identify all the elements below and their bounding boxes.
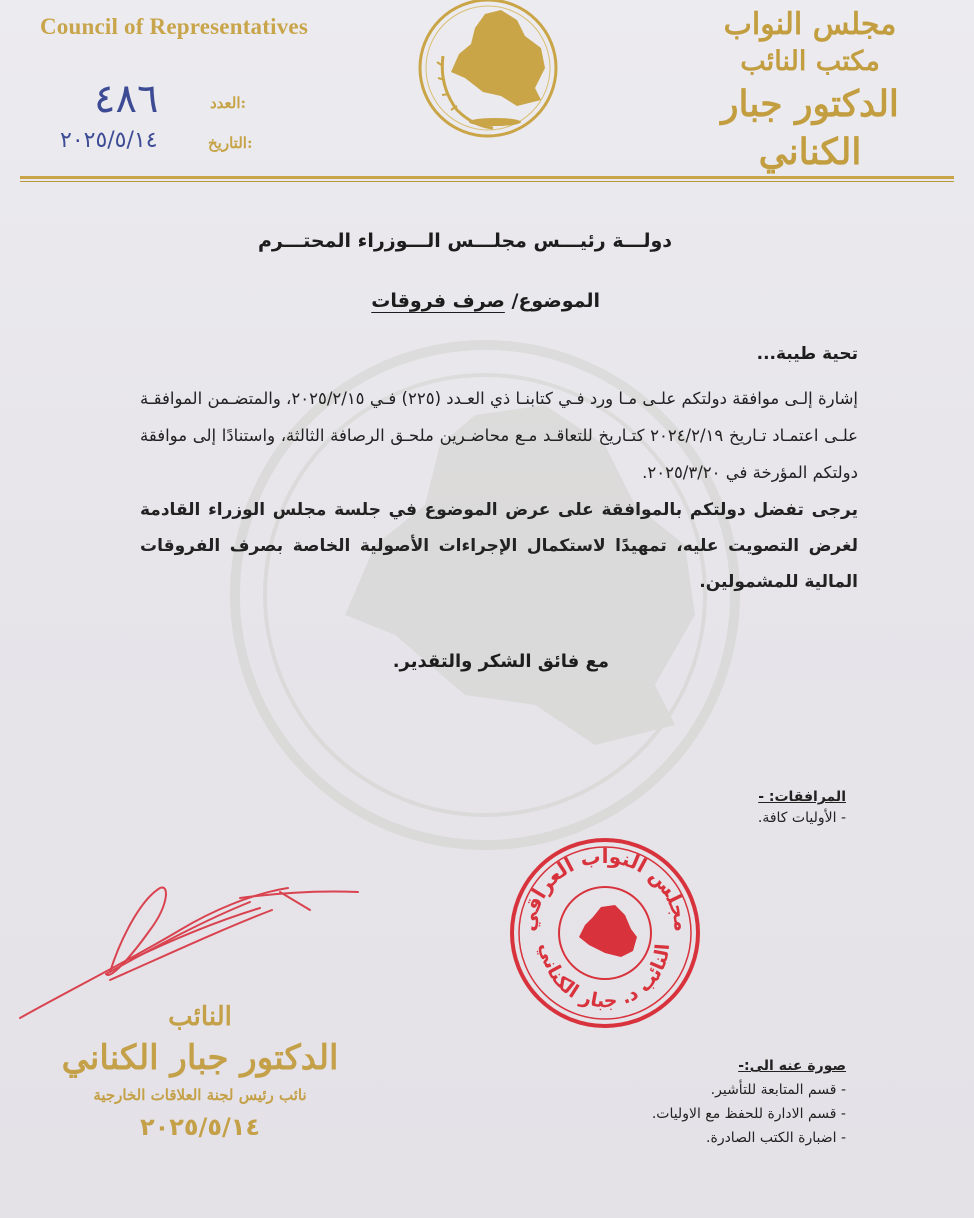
header-divider-thin — [20, 181, 954, 182]
subject-line — [330, 290, 600, 312]
copies-title: صورة عنه الى:- — [738, 1058, 846, 1074]
body-paragraph-1: إشارة إلـى موافقة دولتكم علـى مـا ورد فـي كتابنـا ذي العـدد (٢٢٥) فـي ٢٠٢٥/٢/١٥، والمتضـمن الموافقـة علـى اعتمـاد تـاريخ ٢٠٢٤/٢/١٩ كتـاريخ للتعاقـد مـع محاضـرين ملحـق الرصافة الثالثة، واستنادًا إلى موافقة دولتكم المؤرخة في ٢٠٢٥/٣/٢٠. — [140, 389, 859, 482]
stamp-top-text: مجلس النواب العراقي — [515, 843, 695, 933]
stamp-bottom-text: النائب د. جبار الكناني — [535, 941, 675, 1013]
reference-number: ٤٨٦ — [94, 76, 159, 122]
header-divider — [20, 176, 954, 179]
copies-item: - قسم المتابعة للتأشير. — [710, 1082, 846, 1098]
signer-title: النائب — [168, 1002, 232, 1032]
attachments-title: المرافقات: - — [758, 789, 846, 805]
subject-value: صرف فروقات — [371, 290, 505, 312]
reference-block — [60, 78, 290, 158]
header-arabic-line2: مكتب النائب — [740, 46, 880, 77]
closing-line: مع فائق الشكر والتقدير. — [392, 651, 609, 672]
copies-block — [652, 1054, 846, 1150]
body-paragraph-2: يرجى تفضل دولتكم بالموافقة على عرض الموضوع في جلسة مجلس الوزراء القادمة لغرض التصويت عليه، تمهيدًا لاستكمال الإجراءات الأصولية الخاصة بصرف الفروقات المالية للمشمولين. — [140, 500, 858, 592]
signer-block — [60, 1000, 340, 1146]
header-arabic-line3: الدكتور جبار الكناني — [721, 83, 899, 173]
reference-date: ٢٠٢٥/٥/١٤ — [60, 128, 158, 153]
header-arabic-block — [680, 6, 940, 176]
attachment-item: - الأوليات كافة. — [757, 810, 846, 826]
signer-name: الدكتور جبار الكناني — [61, 1038, 339, 1078]
signer-position: نائب رئيس لجنة العلاقات الخارجية — [93, 1086, 307, 1104]
copies-item: - قسم الادارة للحفظ مع الاوليات. — [651, 1106, 846, 1122]
reference-date-label: التاريخ: — [208, 134, 253, 152]
official-stamp — [505, 833, 705, 1033]
signer-date: ٢٠٢٥/٥/١٤ — [139, 1113, 261, 1141]
subject-label: الموضوع/ — [511, 290, 600, 312]
greeting: تحية طيبة... — [756, 344, 858, 364]
attachments-block — [758, 787, 846, 829]
header-english-title: Council of Representatives — [40, 14, 308, 39]
copies-item: - اضبارة الكتب الصادرة. — [706, 1130, 846, 1146]
stamp-map-icon — [579, 905, 637, 957]
header-arabic-line1: مجلس النواب — [723, 7, 897, 42]
iraq-map-emblem-icon — [413, 0, 563, 146]
reference-number-label: العدد: — [210, 94, 247, 112]
addressee: دولـــة رئيـــس مجلـــس الـــوزراء المحتـــرم — [257, 230, 673, 252]
